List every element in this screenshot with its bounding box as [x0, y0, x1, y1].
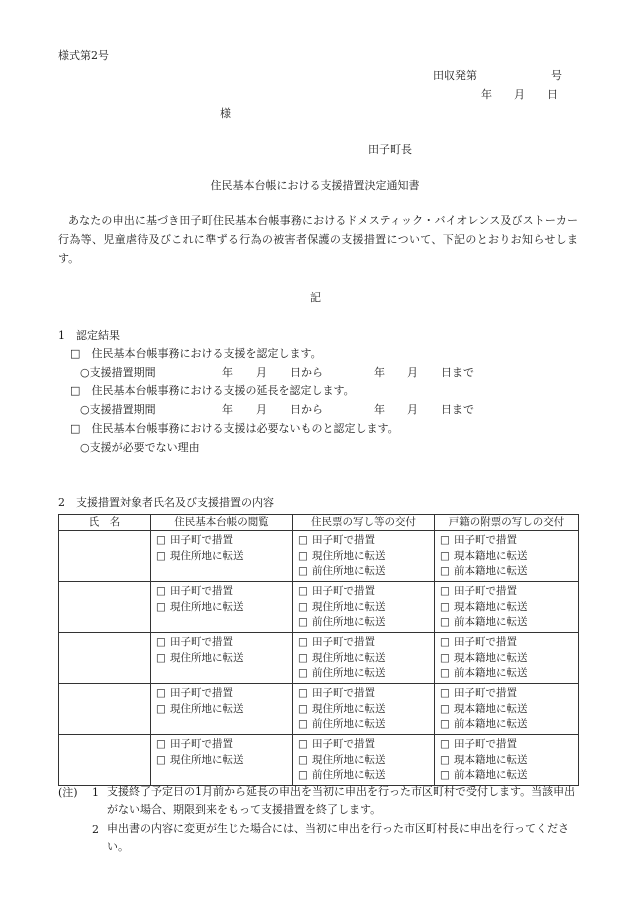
- checkbox[interactable]: □: [298, 616, 308, 628]
- checkbox-option[interactable]: [435, 584, 578, 600]
- checkbox[interactable]: □: [298, 667, 308, 679]
- checkbox[interactable]: □: [440, 687, 450, 699]
- option-label: 田子町で措置: [312, 738, 375, 750]
- checkbox-option[interactable]: [435, 615, 578, 631]
- checkbox-option[interactable]: [435, 600, 578, 616]
- checkbox-option[interactable]: [293, 533, 434, 549]
- name-cell[interactable]: [59, 582, 151, 633]
- checkbox[interactable]: □: [156, 549, 166, 562]
- table-row: [59, 735, 579, 786]
- checkbox[interactable]: □: [440, 769, 450, 781]
- checkbox[interactable]: □: [70, 347, 81, 360]
- option-not-needed: □ 住民基本台帳事務における支援は必要ないものと認定します。: [70, 422, 399, 435]
- checkbox[interactable]: □: [440, 534, 450, 546]
- checkbox[interactable]: □: [440, 565, 450, 577]
- options-cell: [435, 684, 579, 735]
- checkbox-option[interactable]: [435, 651, 578, 667]
- checkbox-option[interactable]: [435, 564, 578, 580]
- checkbox-option[interactable]: [151, 737, 292, 753]
- checkbox[interactable]: □: [298, 753, 308, 766]
- option-label: 前本籍地に転送: [454, 667, 528, 679]
- checkbox-option[interactable]: [435, 666, 578, 682]
- option-label: 前本籍地に転送: [454, 565, 528, 577]
- option-label: 田子町で措置: [454, 534, 517, 546]
- checkbox[interactable]: □: [156, 651, 166, 664]
- checkbox[interactable]: □: [156, 636, 166, 648]
- option-label: 現本籍地に転送: [454, 651, 528, 664]
- option-label: 現住所地に転送: [170, 651, 244, 664]
- checkbox[interactable]: □: [440, 753, 450, 766]
- checkbox-option[interactable]: [435, 737, 578, 753]
- section2-heading: 2 支援措置対象者氏名及び支援措置の内容: [58, 496, 274, 509]
- checkbox[interactable]: □: [156, 585, 166, 597]
- checkbox-option[interactable]: [293, 686, 434, 702]
- option-label: 現本籍地に転送: [454, 753, 528, 766]
- checkbox[interactable]: □: [440, 636, 450, 648]
- option-label: 現住所地に転送: [170, 600, 244, 613]
- checkbox-option[interactable]: [435, 635, 578, 651]
- checkbox[interactable]: □: [298, 738, 308, 750]
- option-label: 田子町で措置: [312, 687, 375, 699]
- options-cell: [151, 531, 293, 582]
- checkbox[interactable]: □: [298, 687, 308, 699]
- option-label: 田子町で措置: [312, 636, 375, 648]
- option-label: 前本籍地に転送: [454, 769, 528, 781]
- option-label: 現住所地に転送: [312, 549, 386, 562]
- checkbox-option[interactable]: [293, 584, 434, 600]
- sender: 田子町長: [368, 143, 412, 156]
- checkbox[interactable]: □: [298, 565, 308, 577]
- body-text: あなたの申出に基づき田子町住民基本台帳事務におけるドメスティック・バイオレンス及びストーカー行為等、児童虐待及びこれに準ずる行為の被害者保護の支援措置について、下記のとおりお知らせします。: [58, 214, 578, 265]
- option-label: 現住所地に転送: [170, 702, 244, 715]
- checkbox[interactable]: □: [156, 687, 166, 699]
- date-day: 日: [547, 88, 558, 101]
- table-row: [59, 582, 579, 633]
- checkbox-option[interactable]: [293, 768, 434, 784]
- date-year: 年: [481, 88, 492, 101]
- checkbox-option[interactable]: [293, 753, 434, 769]
- notes-label: (注): [58, 786, 78, 799]
- checkbox-option[interactable]: [435, 702, 578, 718]
- option-label: 現本籍地に転送: [454, 600, 528, 613]
- document-number-suffix: 号: [551, 69, 562, 82]
- checkbox[interactable]: □: [298, 718, 308, 730]
- checkbox[interactable]: □: [298, 534, 308, 546]
- checkbox[interactable]: □: [298, 600, 308, 613]
- column-header-koseki-copy: 戸籍の附票の写しの交付: [435, 515, 579, 531]
- checkbox[interactable]: □: [156, 753, 166, 766]
- checkbox[interactable]: □: [298, 549, 308, 562]
- option-label: 田子町で措置: [170, 738, 233, 750]
- table-row: [59, 684, 579, 735]
- option-label: 田子町で措置: [312, 585, 375, 597]
- date-month: 月: [514, 88, 525, 101]
- checkbox-option[interactable]: [293, 635, 434, 651]
- checkbox-option[interactable]: [151, 686, 292, 702]
- option-label: 田子町で措置: [454, 636, 517, 648]
- checkbox-option[interactable]: [293, 702, 434, 718]
- checkbox[interactable]: □: [440, 667, 450, 679]
- checkbox-option[interactable]: [293, 549, 434, 565]
- option-label: 田子町で措置: [170, 636, 233, 648]
- measures-table: [58, 514, 579, 786]
- options-cell: [293, 684, 435, 735]
- checkbox-option[interactable]: [293, 564, 434, 580]
- options-cell: [435, 633, 579, 684]
- option-label: 田子町で措置: [170, 687, 233, 699]
- option-label: 前住所地に転送: [312, 616, 386, 628]
- option-label: 現住所地に転送: [170, 753, 244, 766]
- table-row: [59, 633, 579, 684]
- option-label: 前本籍地に転送: [454, 718, 528, 730]
- option-label: 田子町で措置: [170, 534, 233, 546]
- checkbox[interactable]: □: [70, 422, 81, 435]
- checkbox[interactable]: □: [298, 585, 308, 597]
- column-header-resident-copy: 住民票の写し等の交付: [293, 515, 435, 531]
- note-text: 支援終了予定日の1月前から延長の申出を当初に申出を行った市区町村で受付します。当該申出がない場合、期限到来をもって支援措置を終了します。: [107, 785, 576, 816]
- note-number: 1: [92, 786, 99, 799]
- period-label: ○支援措置期間: [80, 366, 156, 379]
- checkbox[interactable]: □: [156, 600, 166, 613]
- checkbox-option[interactable]: [293, 717, 434, 733]
- section1-heading: 1 認定結果: [58, 329, 120, 342]
- options-cell: [151, 684, 293, 735]
- name-cell[interactable]: [59, 735, 151, 786]
- checkbox[interactable]: □: [156, 738, 166, 750]
- checkbox-option[interactable]: [151, 702, 292, 718]
- options-cell: [151, 582, 293, 633]
- option-label: 前住所地に転送: [312, 565, 386, 577]
- checkbox[interactable]: □: [156, 702, 166, 715]
- table-row: [59, 531, 579, 582]
- checkbox[interactable]: □: [298, 769, 308, 781]
- option-label: 田子町で措置: [454, 738, 517, 750]
- checkbox[interactable]: □: [440, 702, 450, 715]
- option-label: 現本籍地に転送: [454, 549, 528, 562]
- checkbox-option[interactable]: [151, 600, 292, 616]
- ki-mark: 記: [310, 291, 321, 304]
- checkbox-option[interactable]: [435, 753, 578, 769]
- period-label: ○支援措置期間: [80, 403, 156, 416]
- option-label: 現住所地に転送: [170, 549, 244, 562]
- checkbox-option[interactable]: [435, 549, 578, 565]
- options-cell: [293, 582, 435, 633]
- checkbox[interactable]: □: [440, 616, 450, 628]
- option-support: □ 住民基本台帳事務における支援を認定します。: [70, 347, 322, 360]
- checkbox[interactable]: □: [440, 585, 450, 597]
- checkbox-option[interactable]: [151, 651, 292, 667]
- option-label: 現本籍地に転送: [454, 702, 528, 715]
- checkbox-option[interactable]: [435, 717, 578, 733]
- options-cell: [151, 735, 293, 786]
- option-extension: □ 住民基本台帳事務における支援の延長を認定します。: [70, 384, 355, 397]
- checkbox[interactable]: □: [440, 600, 450, 613]
- note-text: 申出書の内容に変更が生じた場合には、当初に申出を行った市区町村長に申出を行ってください。: [107, 822, 569, 853]
- option-label: 前本籍地に転送: [454, 616, 528, 628]
- option-label: 前住所地に転送: [312, 769, 386, 781]
- option-label: 田子町で措置: [454, 687, 517, 699]
- checkbox-option[interactable]: [435, 533, 578, 549]
- note-number: 2: [92, 823, 99, 836]
- option-label: 田子町で措置: [312, 534, 375, 546]
- checkbox[interactable]: □: [440, 718, 450, 730]
- option-label: 田子町で措置: [170, 585, 233, 597]
- checkbox-option[interactable]: [151, 533, 292, 549]
- checkbox-option[interactable]: [151, 635, 292, 651]
- options-cell: [151, 633, 293, 684]
- option-label: 現住所地に転送: [312, 753, 386, 766]
- form-number: 様式第2号: [58, 49, 109, 62]
- addressee-honorific: 様: [220, 107, 231, 120]
- option-label: 前住所地に転送: [312, 667, 386, 679]
- checkbox-option[interactable]: [293, 666, 434, 682]
- checkbox[interactable]: □: [70, 384, 81, 397]
- checkbox-option[interactable]: [151, 549, 292, 565]
- options-cell: [435, 582, 579, 633]
- column-header-name: 氏 名: [59, 515, 151, 531]
- checkbox-option[interactable]: [151, 584, 292, 600]
- reason-label: ○支援が必要でない理由: [80, 441, 200, 454]
- checkbox-option[interactable]: [151, 753, 292, 769]
- document-title: 住民基本台帳における支援措置決定通知書: [210, 179, 420, 192]
- option-label: 現住所地に転送: [312, 651, 386, 664]
- checkbox-option[interactable]: [293, 615, 434, 631]
- checkbox-option[interactable]: [435, 768, 578, 784]
- checkbox-option[interactable]: [435, 686, 578, 702]
- options-cell: [293, 735, 435, 786]
- option-label: 田子町で措置: [454, 585, 517, 597]
- checkbox[interactable]: □: [298, 651, 308, 664]
- option-label: 現住所地に転送: [312, 600, 386, 613]
- checkbox-option[interactable]: [293, 600, 434, 616]
- checkbox[interactable]: □: [440, 738, 450, 750]
- options-cell: [293, 531, 435, 582]
- document-number-prefix: 田収発第: [433, 69, 477, 82]
- option-label: 現住所地に転送: [312, 702, 386, 715]
- column-header-viewing: 住民基本台帳の閲覧: [151, 515, 293, 531]
- checkbox[interactable]: □: [156, 534, 166, 546]
- options-cell: [435, 735, 579, 786]
- checkbox[interactable]: □: [440, 549, 450, 562]
- name-cell[interactable]: [59, 684, 151, 735]
- option-label: 前住所地に転送: [312, 718, 386, 730]
- name-cell[interactable]: [59, 531, 151, 582]
- options-cell: [435, 531, 579, 582]
- table-header-row: [59, 515, 579, 531]
- checkbox-option[interactable]: [293, 651, 434, 667]
- options-cell: [293, 633, 435, 684]
- checkbox[interactable]: □: [440, 651, 450, 664]
- checkbox-option[interactable]: [293, 737, 434, 753]
- checkbox[interactable]: □: [298, 702, 308, 715]
- name-cell[interactable]: [59, 633, 151, 684]
- checkbox[interactable]: □: [298, 636, 308, 648]
